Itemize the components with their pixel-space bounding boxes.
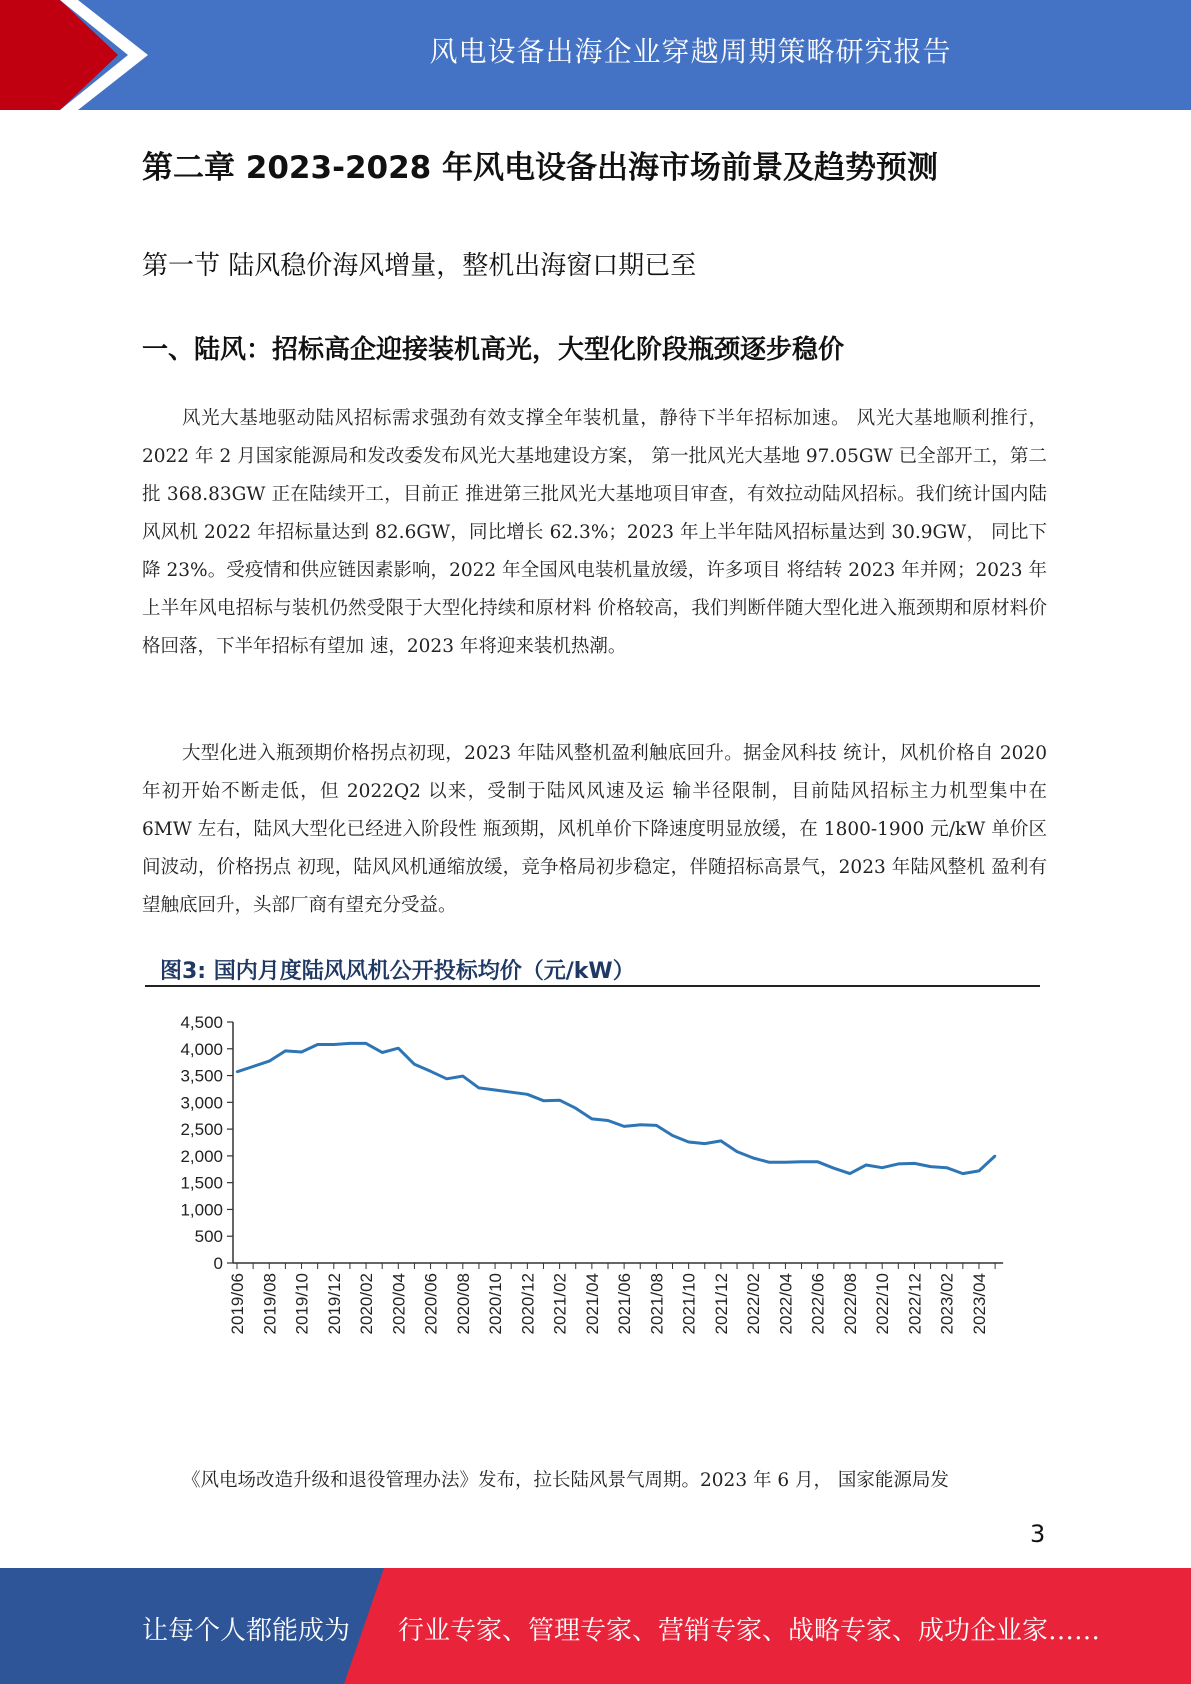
body-paragraph-2: 大型化进入瓶颈期价格拐点初现，2023 年陆风整机盈利触底回升。据金风科技 统计，风机价格自 2020 年初开始不断走低，但 2022Q2 以来，受制于陆风风速及运 输半径限制，目前陆风招标主力机型集中在 6MW 左右，陆风大型化已经进入阶段性 瓶颈期，风机单价下降速度明显放缓，在 1800-1900 元/kW 单价区间波动，价格拐点 初现，陆风风机通缩放缓，竞争格局初步稳定，伴随招标高景气，2023 年陆风整机 盈利有望触底回升，头部厂商有望充分受益。 bbox=[142, 743, 1047, 916]
data-point bbox=[607, 1119, 609, 1121]
data-point bbox=[542, 1100, 544, 1102]
series-line bbox=[237, 1043, 995, 1173]
y-tick-label: 2,500 bbox=[180, 1120, 223, 1140]
data-point bbox=[365, 1042, 367, 1044]
section-title: 第一节 陆风稳价海风增量，整机出海窗口期已至 bbox=[142, 251, 697, 281]
x-tick-label: 2019/06 bbox=[228, 1273, 247, 1335]
x-tick-label: 2021/02 bbox=[550, 1273, 570, 1335]
figure-caption: 图3: 国内月度陆风风机公开投标均价（元/kW） bbox=[160, 959, 635, 984]
x-tick-label: 2020/06 bbox=[421, 1273, 441, 1335]
chapter-title: 第二章 2023-2028 年风电设备出海市场前景及趋势预测 bbox=[142, 150, 939, 186]
data-point bbox=[494, 1089, 496, 1091]
data-point bbox=[720, 1140, 722, 1142]
data-point bbox=[897, 1163, 899, 1165]
data-point bbox=[752, 1157, 754, 1159]
data-point bbox=[768, 1161, 770, 1163]
data-point bbox=[913, 1162, 915, 1164]
body-paragraph-1: 风光大基地驱动陆风招标需求强劲有效支撑全年装机量，静待下半年招标加速。 风光大基地顺利推行，2022 年 2 月国家能源局和发改委发布风光大基地建设方案， 第一批风光大基地 97.05GW 已全部开工，第二批 368.83GW 正在陆续开工，目前正 推进第三批风光大基地项目审查，有效拉动陆风招标。我们统计国内陆风风机 2022 年招标量达到 82.6GW，同比增长 62.3%；2023 年上半年陆风招标量达到 30.9GW， 同比下降 23%。受疫情和供应链因素影响，2022 年全国风电装机量放缓，许多项目 将结转 2023 年并网；2023 年上半年风电招标与装机仍然受限于大型化持续和原材料 价格较高，我们判断伴随大型化进入瓶颈期和原材料价格回落，下半年招标有望加 速，2023 年将迎来装机热潮。 bbox=[142, 408, 1047, 657]
data-point bbox=[639, 1124, 641, 1126]
data-point bbox=[349, 1042, 351, 1044]
x-tick-label: 2021/10 bbox=[679, 1273, 699, 1335]
data-point bbox=[962, 1172, 964, 1174]
data-point bbox=[881, 1166, 883, 1168]
data-point bbox=[929, 1165, 931, 1167]
page-number: 3 bbox=[1030, 1520, 1046, 1548]
x-tick-label: 2021/04 bbox=[582, 1273, 602, 1335]
data-point bbox=[704, 1142, 706, 1144]
header-title: 风电设备出海企业穿越周期策略研究报告 bbox=[429, 35, 952, 68]
data-point bbox=[736, 1150, 738, 1152]
data-point bbox=[591, 1118, 593, 1120]
data-point bbox=[333, 1043, 335, 1045]
x-tick-label: 2021/08 bbox=[647, 1273, 667, 1335]
header-red-arrow bbox=[0, 0, 118, 110]
data-point bbox=[849, 1172, 851, 1174]
x-tick-label: 2020/12 bbox=[518, 1273, 538, 1335]
x-tick-label: 2021/12 bbox=[711, 1273, 731, 1335]
data-point bbox=[558, 1099, 560, 1101]
x-tick-label: 2023/04 bbox=[969, 1273, 989, 1335]
data-point bbox=[816, 1161, 818, 1163]
data-point bbox=[397, 1047, 399, 1049]
x-tick-label: 2020/10 bbox=[486, 1273, 506, 1335]
x-tick-label: 2019/10 bbox=[292, 1273, 312, 1335]
data-point bbox=[478, 1087, 480, 1089]
data-point bbox=[381, 1051, 383, 1053]
y-tick-label: 3,000 bbox=[180, 1093, 223, 1113]
x-tick-label: 2019/12 bbox=[324, 1273, 344, 1335]
data-point bbox=[575, 1107, 577, 1109]
data-point bbox=[462, 1075, 464, 1077]
body-paragraph-3: 《风电场改造升级和退役管理办法》发布，拉长陆风景气周期。2023 年 6 月， 国家能源局发 bbox=[182, 1470, 949, 1491]
data-point bbox=[623, 1125, 625, 1127]
data-point bbox=[687, 1141, 689, 1143]
subsection-title: 一、陆风：招标高企迎接装机高光，大型化阶段瓶颈逐步稳价 bbox=[142, 335, 845, 365]
data-point bbox=[655, 1124, 657, 1126]
x-tick-label: 2019/08 bbox=[260, 1273, 280, 1335]
x-tick-label: 2020/02 bbox=[357, 1273, 377, 1335]
data-point bbox=[300, 1051, 302, 1053]
x-tick-label: 2022/04 bbox=[776, 1273, 796, 1335]
data-point bbox=[510, 1091, 512, 1093]
data-point bbox=[284, 1050, 286, 1052]
figure-rule bbox=[145, 985, 1040, 987]
x-tick-label: 2022/08 bbox=[840, 1273, 860, 1335]
data-point bbox=[994, 1155, 996, 1157]
x-tick-label: 2022/02 bbox=[744, 1273, 764, 1335]
y-tick-label: 1,000 bbox=[180, 1200, 223, 1220]
data-point bbox=[833, 1167, 835, 1169]
data-point bbox=[671, 1134, 673, 1136]
data-point bbox=[252, 1065, 254, 1067]
y-tick-label: 0 bbox=[213, 1254, 223, 1273]
data-point bbox=[413, 1063, 415, 1065]
data-point bbox=[784, 1161, 786, 1163]
data-point bbox=[526, 1093, 528, 1095]
x-tick-label: 2022/06 bbox=[808, 1273, 828, 1335]
price-line-chart bbox=[145, 995, 1045, 1355]
data-point bbox=[316, 1043, 318, 1045]
y-tick-label: 3,500 bbox=[180, 1066, 223, 1086]
y-tick-label: 2,000 bbox=[180, 1146, 223, 1166]
x-tick-label: 2020/04 bbox=[389, 1273, 409, 1335]
y-tick-label: 500 bbox=[194, 1227, 223, 1247]
data-point bbox=[236, 1071, 238, 1073]
x-tick-label: 2023/02 bbox=[937, 1273, 957, 1335]
x-tick-label: 2022/10 bbox=[873, 1273, 893, 1335]
data-point bbox=[865, 1164, 867, 1166]
data-point bbox=[268, 1060, 270, 1062]
data-point bbox=[445, 1078, 447, 1080]
x-tick-label: 2021/06 bbox=[615, 1273, 635, 1335]
data-point bbox=[978, 1170, 980, 1172]
footer-slogan-right: 行业专家、管理专家、营销专家、战略专家、成功企业家…… bbox=[398, 1616, 1101, 1646]
y-tick-label: 4,500 bbox=[180, 1013, 223, 1032]
footer-slogan-left: 让每个人都能成为 bbox=[142, 1616, 351, 1646]
y-tick-label: 4,000 bbox=[180, 1039, 223, 1059]
x-tick-label: 2022/12 bbox=[905, 1273, 925, 1335]
data-point bbox=[946, 1166, 948, 1168]
data-point bbox=[800, 1161, 802, 1163]
data-point bbox=[429, 1070, 431, 1072]
x-tick-label: 2020/08 bbox=[453, 1273, 473, 1335]
y-tick-label: 1,500 bbox=[180, 1173, 223, 1193]
page-header bbox=[0, 0, 1191, 110]
